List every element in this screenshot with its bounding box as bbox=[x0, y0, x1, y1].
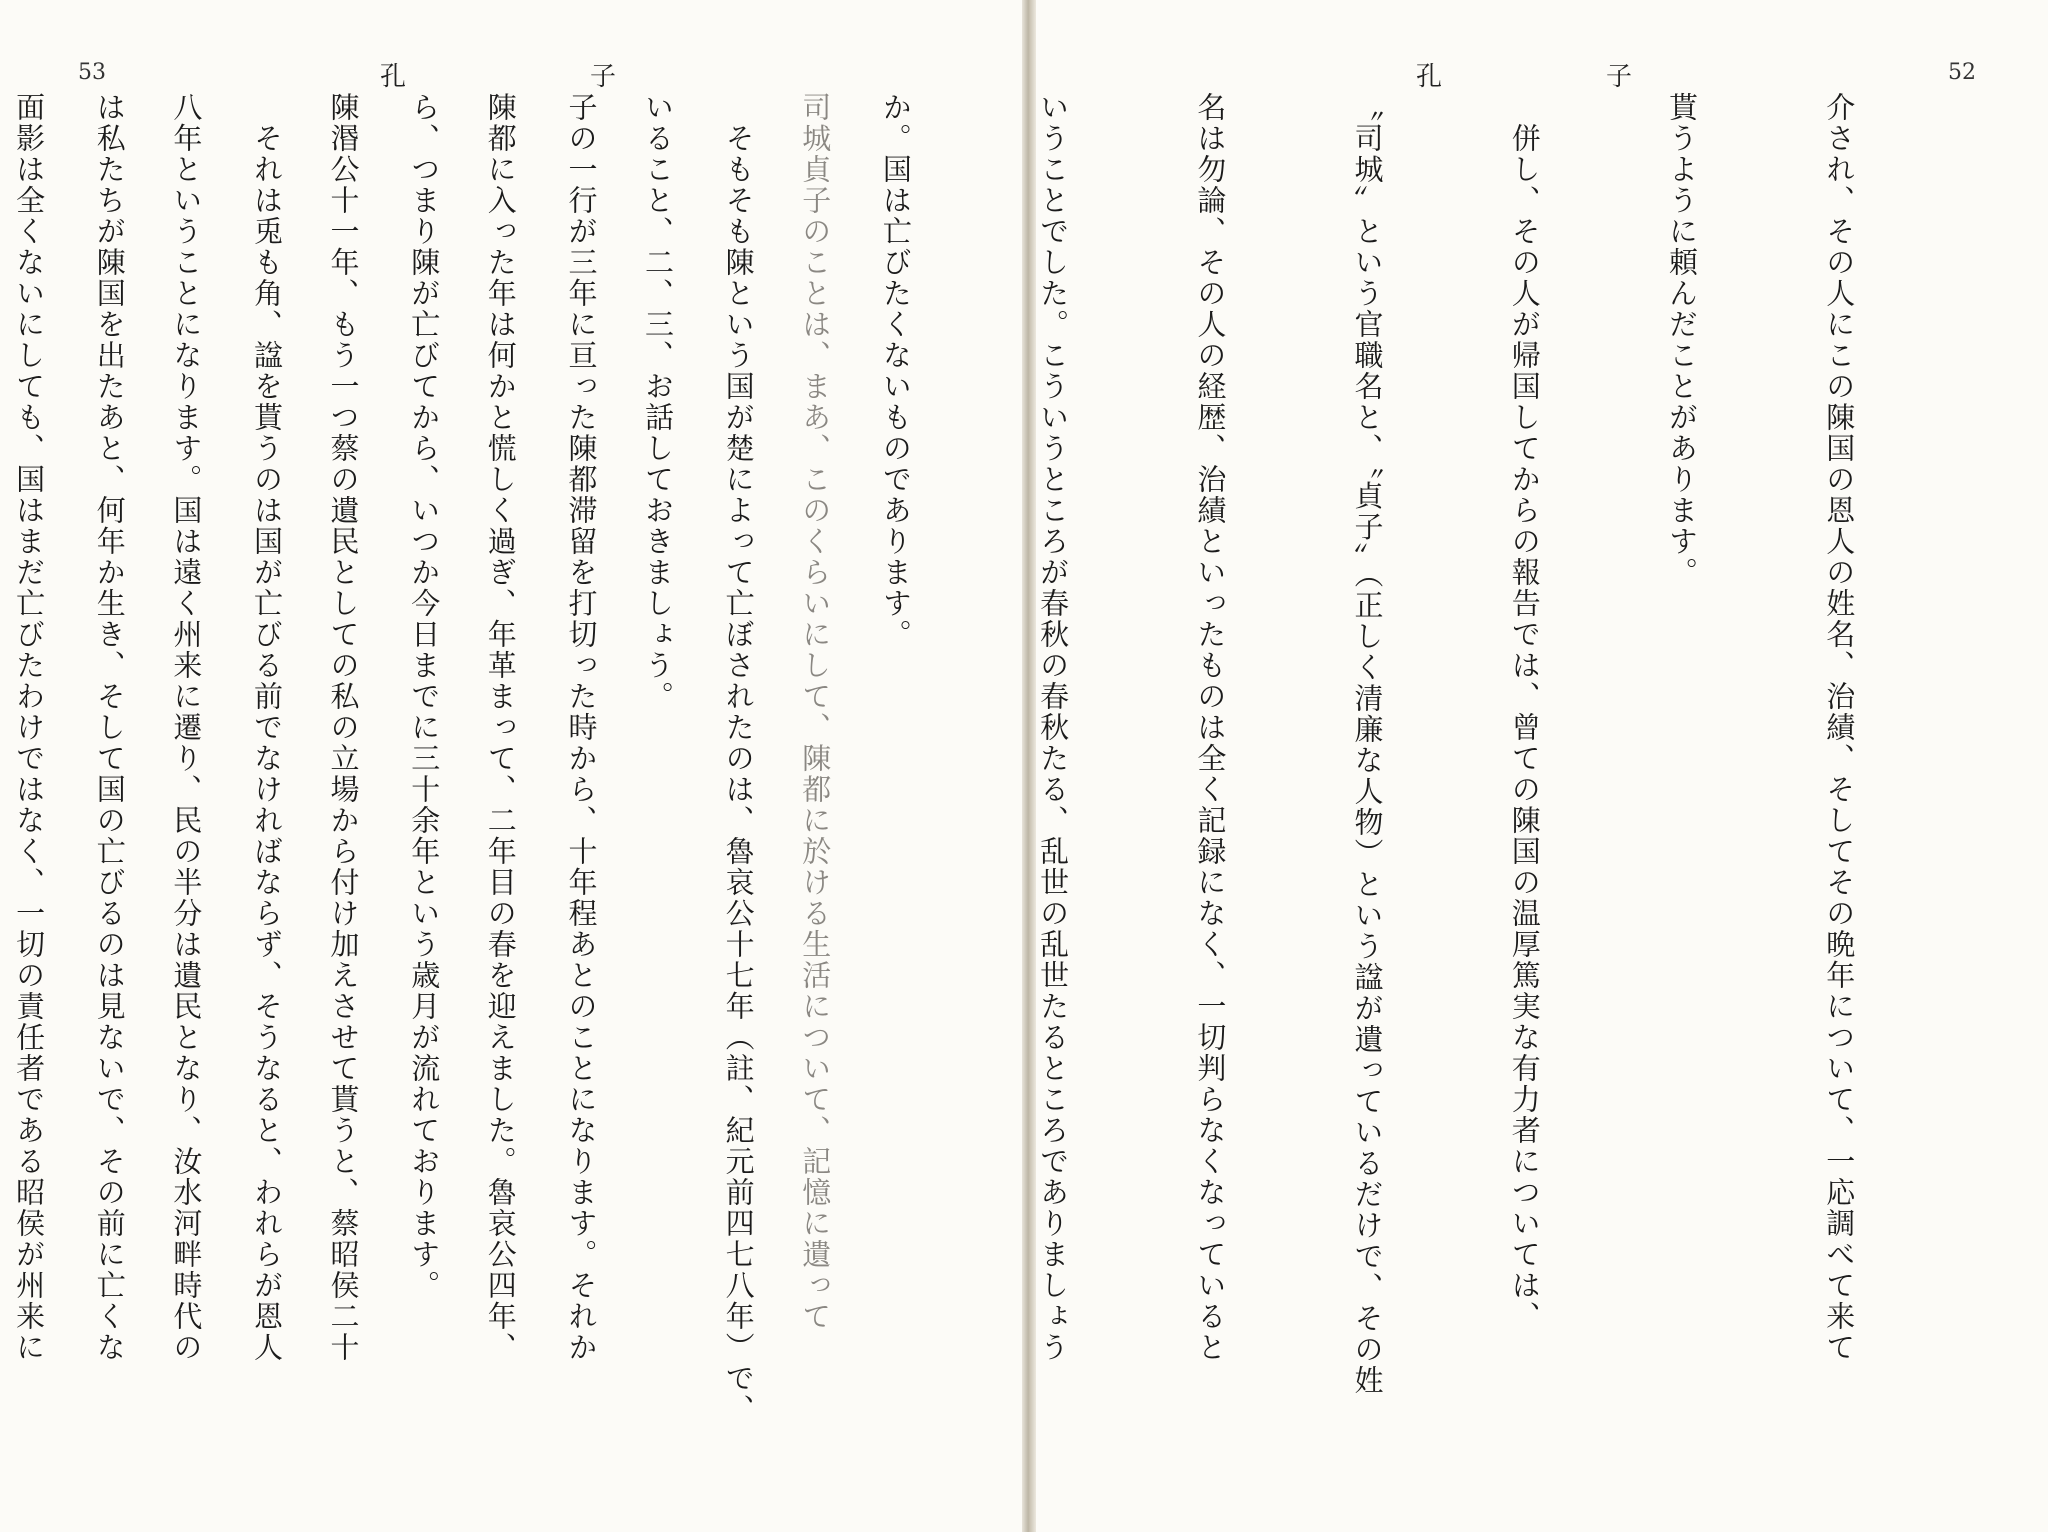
right-text-column-6: いうことでした。こういうところが春秋の春秋たる、乱世の乱世たるところでありましょう bbox=[1036, 92, 1071, 1363]
right-text-column-1: 介され、その人にこの陳国の恩人の姓名、治績、そしてその晩年について、一応調べて来て bbox=[1822, 92, 1857, 1363]
left-text-column-4: 八年ということになります。国は遠く州来に遷り、民の半分は遺民となり、汝水河畔時代の bbox=[169, 92, 204, 1363]
right-text-column-2: 貰うように頼んだことがあります。 bbox=[1664, 92, 1699, 588]
right-text-column-9: 子の一行が三年に亘った陳都滞留を打切った時から、十年程あとのことになります。それか bbox=[564, 92, 599, 1363]
right-text-column-10: ら、つまり陳が亡びてから、いつか今日までに三十余年という歳月が流れております。 bbox=[407, 92, 442, 1301]
right-running-header-char-1: 孔 bbox=[1416, 62, 1445, 92]
right-text-column-11: それは兎も角、諡を貰うのは国が亡びる前でなければならず、そうなると、われらが恩人 bbox=[250, 92, 284, 1363]
right-text-column-12: は私たちが陳国を出たあと、何年か生き、そして国の亡びるのは見ないで、その前に亡くな bbox=[92, 92, 127, 1363]
right-text-column-4: 〝司城〟という官職名と、〝貞子〟（正しく清廉な人物）という諡が遺っているだけで、その姓 bbox=[1350, 92, 1385, 1396]
right-page-number: 52 bbox=[1948, 60, 1976, 85]
right-text-column-7: か。国は亡びたくないものであります。 bbox=[878, 92, 913, 650]
right-text-column-5: 名は勿論、その人の経歴、治績といったものは全く記録になく、一切判らなくなっていると bbox=[1193, 92, 1228, 1363]
left-page-number: 53 bbox=[78, 60, 106, 85]
faded-text-column: 司城貞子のことは、まあ、このくらいにして、陳都に於ける生活について、記憶に遺って bbox=[798, 92, 833, 1332]
left-text-column-5: 面影は全くないにしても、国はまだ亡びたわけではなく、一切の責任者である昭侯が州来に bbox=[12, 92, 47, 1363]
left-running-header-char-1: 孔 bbox=[380, 62, 409, 92]
left-text-column-3: 陳湣公十一年、もう一つ蔡の遺民としての私の立場から付け加えさせて貰うと、蔡昭侯二十 bbox=[326, 92, 361, 1363]
right-text-column-8: そもそも陳という国が楚によって亡ぼされたのは、魯哀公十七年（註、紀元前四七八年）で、 bbox=[721, 92, 756, 1425]
right-running-header-char-2: 子 bbox=[1606, 62, 1635, 92]
left-text-column-2: 陳都に入った年は何かと慌しく過ぎ、年革まって、二年目の春を迎えました。魯哀公四年、 bbox=[483, 92, 518, 1363]
left-text-column-1: いること、二、三、お話しておきましょう。 bbox=[640, 92, 675, 712]
left-running-header-char-2: 子 bbox=[590, 62, 619, 92]
right-text-column-3: 併し、その人が帰国してからの報告では、曾ての陳国の温厚篤実な有力者については、 bbox=[1507, 92, 1542, 1332]
